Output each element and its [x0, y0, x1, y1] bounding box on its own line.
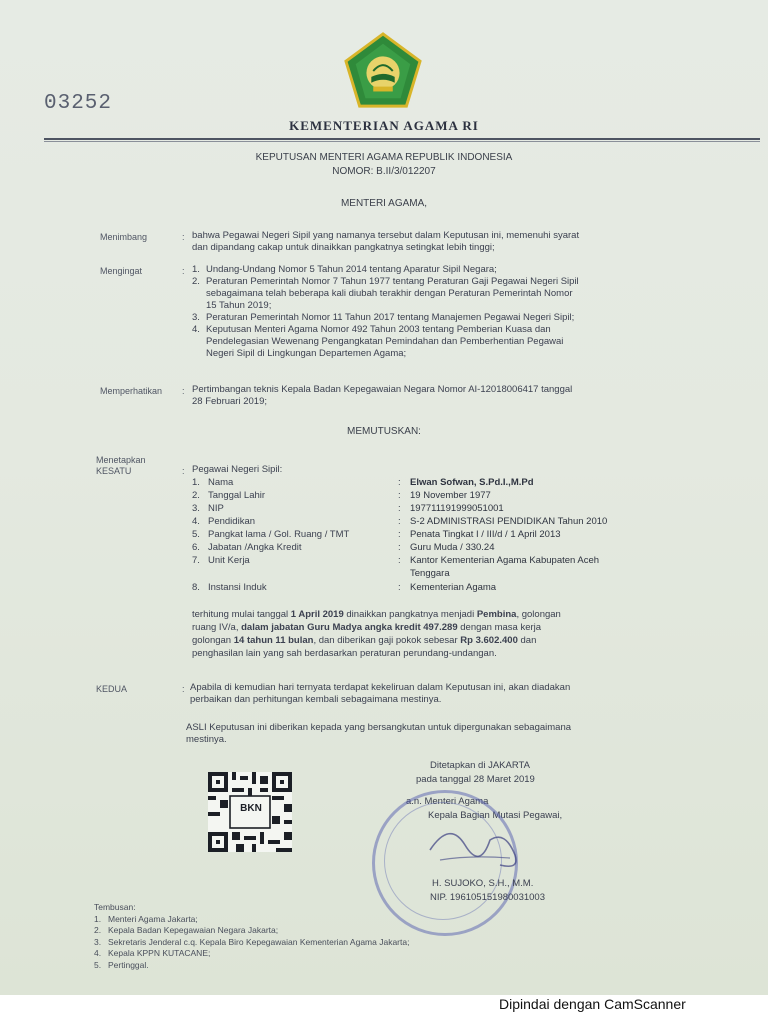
mengingat-item — [192, 276, 692, 312]
tembusan-item — [94, 960, 409, 972]
colon: : — [398, 503, 401, 514]
base-salary: Rp 3.602.400 — [460, 635, 518, 646]
row-key: Pendidikan — [208, 516, 256, 527]
row-value: Kementerian Agama — [410, 582, 497, 593]
paragraph-line — [192, 634, 682, 647]
row-key: Pangkat lama / Gol. Ruang / TMT — [208, 529, 350, 540]
text: dinaikkan pangkatnya menjadi — [343, 609, 477, 620]
signature-title: Kepala Bagian Mutasi Pegawai, — [428, 810, 563, 821]
asli-text — [186, 722, 696, 746]
text: dengan masa kerja — [457, 622, 542, 633]
item-text: Menteri Agama Jakarta; — [108, 913, 198, 924]
item-number: 2. — [94, 925, 102, 935]
qr-label: BKN — [240, 803, 262, 814]
mengingat-label: Mengingat — [100, 266, 143, 276]
colon: : — [182, 232, 185, 242]
signature-an: a.n. Menteri Agama — [406, 796, 489, 807]
mengingat-item — [192, 264, 692, 276]
handwritten-signature-icon — [420, 810, 540, 880]
memperhatikan-line: Pertimbangan teknis Kepala Badan Kepegawaian Negara Nomor AI-12018006417 tanggal — [192, 384, 573, 395]
colon: : — [182, 386, 185, 396]
memutuskan-heading: MEMUTUSKAN: — [347, 426, 421, 437]
row-number: 5. — [192, 529, 200, 540]
kesatu-label: KESATU — [96, 466, 132, 476]
table-row — [192, 477, 672, 490]
item-text: Negeri Sipil di Lingkungan Departemen Agama; — [206, 348, 407, 359]
new-position: dalam jabatan Guru Madya angka kredit 497.289 — [241, 622, 458, 633]
signature-place: Ditetapkan di JAKARTA — [430, 760, 530, 771]
row-number: 7. — [192, 555, 200, 566]
table-row — [192, 516, 672, 529]
signatory-name: H. SUJOKO, S.H., M.M. — [432, 878, 534, 889]
paragraph-line: penghasilan lain yang sah berdasarkan peraturan perundang-undangan. — [192, 648, 497, 659]
text: , dan diberikan gaji pokok sebesar — [313, 635, 461, 646]
table-row — [192, 542, 672, 555]
item-number: 5. — [94, 959, 102, 970]
item-number: 2. — [192, 276, 200, 287]
row-number: 1. — [192, 477, 200, 488]
table-row — [192, 503, 672, 516]
item-number: 3. — [94, 936, 102, 947]
table-row — [192, 582, 672, 595]
row-key: Instansi Induk — [208, 582, 267, 593]
colon: : — [398, 490, 401, 501]
row-value: Kantor Kementerian Agama Kabupaten Aceh — [410, 555, 600, 566]
menimbang-text — [192, 230, 692, 254]
camscanner-watermark: Dipindai dengan CamScanner — [499, 996, 686, 1012]
ministry-emblem-icon — [344, 32, 422, 110]
header-divider — [44, 138, 760, 140]
table-row — [192, 555, 672, 568]
kedua-line: perbaikan dan perhitungan kembali sebagaimana mestinya. — [190, 694, 442, 705]
colon: : — [182, 684, 185, 694]
item-text: Keputusan Menteri Agama Nomor 492 Tahun 2003 tentang Pemberian Kuasa dan — [206, 324, 551, 335]
colon: : — [398, 477, 401, 488]
item-number: 1. — [94, 913, 102, 924]
row-value: S-2 ADMINISTRASI PENDIDIKAN Tahun 2010 — [410, 516, 608, 527]
tembusan-block — [94, 902, 409, 971]
mengingat-list — [192, 264, 692, 360]
mengingat-item — [192, 312, 692, 324]
service-period: 14 tahun 11 bulan — [233, 635, 314, 646]
memperhatikan-label: Memperhatikan — [100, 386, 163, 396]
row-number: 8. — [192, 582, 200, 593]
employee-details-table — [192, 477, 672, 595]
item-text: 15 Tahun 2019; — [206, 300, 272, 311]
table-row — [192, 529, 672, 542]
row-value: Guru Muda / 330.24 — [410, 542, 495, 553]
item-text: Kepala KPPN KUTACANE; — [108, 948, 211, 958]
ministry-name: KEMENTERIAN AGAMA RI — [289, 118, 479, 133]
text: golongan — [192, 635, 234, 646]
asli-line: mestinya. — [186, 734, 227, 745]
text: , golongan — [516, 609, 561, 620]
row-value: 19 November 1977 — [410, 490, 491, 501]
colon: : — [398, 529, 401, 540]
menimbang-line: bahwa Pegawai Negeri Sipil yang namanya tersebut dalam Keputusan ini, memenuhi syarat — [192, 230, 580, 241]
item-number: 4. — [192, 324, 200, 335]
item-text: Peraturan Pemerintah Nomor 11 Tahun 2017 tentang Manajemen Pegawai Negeri Sipil; — [206, 312, 575, 323]
mengingat-item — [192, 324, 692, 360]
signature-date: pada tanggal 28 Maret 2019 — [416, 774, 535, 785]
item-number: 1. — [192, 264, 200, 275]
tembusan-item — [94, 937, 409, 949]
paragraph-line — [192, 608, 682, 621]
kedua-label: KEDUA — [96, 684, 128, 694]
tembusan-item — [94, 925, 409, 937]
serial-number: 03252 — [44, 92, 113, 115]
table-row-continuation — [192, 568, 672, 582]
row-value: 197711191999051001 — [410, 503, 504, 514]
tembusan-label: Tembusan: — [94, 902, 136, 912]
kedua-line: Apabila di kemudian hari ternyata terdapat kekeliruan dalam Keputusan ini, akan diadakan — [190, 682, 571, 693]
memperhatikan-text — [192, 384, 692, 408]
signatory-nip: NIP. 196105151980031003 — [430, 892, 545, 903]
colon: : — [398, 582, 401, 593]
promotion-paragraph — [192, 608, 682, 660]
text: ruang IV/a, — [192, 622, 242, 633]
colon: : — [182, 266, 185, 276]
menimbang-line: dan dipandang cakap untuk dinaikkan pangkatnya setingkat lebih tinggi; — [192, 242, 495, 253]
item-number: 3. — [192, 312, 200, 323]
tembusan-item — [94, 914, 409, 926]
effective-date: 1 April 2019 — [290, 609, 344, 620]
menetapkan-label: Menetapkan — [96, 455, 146, 465]
item-text: Kepala Badan Kepegawaian Negara Jakarta; — [108, 925, 279, 935]
table-row — [192, 490, 672, 503]
row-value: Elwan Sofwan, S.Pd.I.,M.Pd — [410, 477, 534, 488]
row-number: 4. — [192, 516, 200, 527]
colon: : — [398, 542, 401, 553]
row-key: Jabatan /Angka Kredit — [208, 542, 302, 553]
item-text: Pertinggal. — [108, 959, 149, 970]
decree-number: NOMOR: B.II/3/012207 — [332, 166, 436, 177]
kedua-text — [190, 682, 690, 706]
paragraph-line — [192, 621, 682, 634]
new-rank: Pembina — [476, 609, 517, 620]
item-text: sebagaimana telah beberapa kali diubah terakhir dengan Peraturan Pemerintah Nomor — [206, 288, 573, 299]
asli-line: ASLI Keputusan ini diberikan kepada yang bersangkutan untuk dipergunakan sebagaimana — [186, 722, 572, 733]
row-number: 6. — [192, 542, 200, 553]
row-key: NIP — [208, 503, 224, 514]
memperhatikan-line: 28 Februari 2019; — [192, 396, 267, 407]
authority-heading: MENTERI AGAMA, — [340, 198, 428, 209]
colon: : — [398, 555, 401, 566]
item-text: Pendelegasian Wewenang Pengangkatan Pemindahan dan Pemberhentian Pegawai — [206, 336, 564, 347]
colon: : — [182, 466, 185, 476]
colon: : — [398, 516, 401, 527]
row-key: Unit Kerja — [208, 555, 250, 566]
text: dan — [517, 635, 537, 646]
item-text: Undang-Undang Nomor 5 Tahun 2014 tentang Aparatur Sipil Negara; — [206, 264, 497, 275]
row-number: 2. — [192, 490, 200, 501]
item-text: Peraturan Pemerintah Nomor 7 Tahun 1977 tentang Peraturan Gaji Pegawai Negeri Sipil — [206, 276, 579, 287]
row-key: Tanggal Lahir — [208, 490, 266, 501]
header-divider-thin — [44, 141, 760, 142]
text: terhitung mulai tanggal — [192, 609, 291, 620]
row-number: 3. — [192, 503, 200, 514]
item-text: Sekretaris Jenderal c.q. Kepala Biro Kepegawaian Kementerian Agama Jakarta; — [108, 936, 410, 947]
row-value: Tenggara — [410, 568, 450, 579]
row-key: Nama — [208, 477, 234, 488]
decree-title: KEPUTUSAN MENTERI AGAMA REPUBLIK INDONESIA — [255, 152, 513, 163]
tembusan-item — [94, 948, 409, 960]
kesatu-intro: Pegawai Negeri Sipil: — [192, 464, 283, 475]
menimbang-label: Menimbang — [100, 232, 148, 242]
item-number: 4. — [94, 948, 102, 958]
row-value: Penata Tingkat I / III/d / 1 April 2013 — [410, 529, 561, 540]
